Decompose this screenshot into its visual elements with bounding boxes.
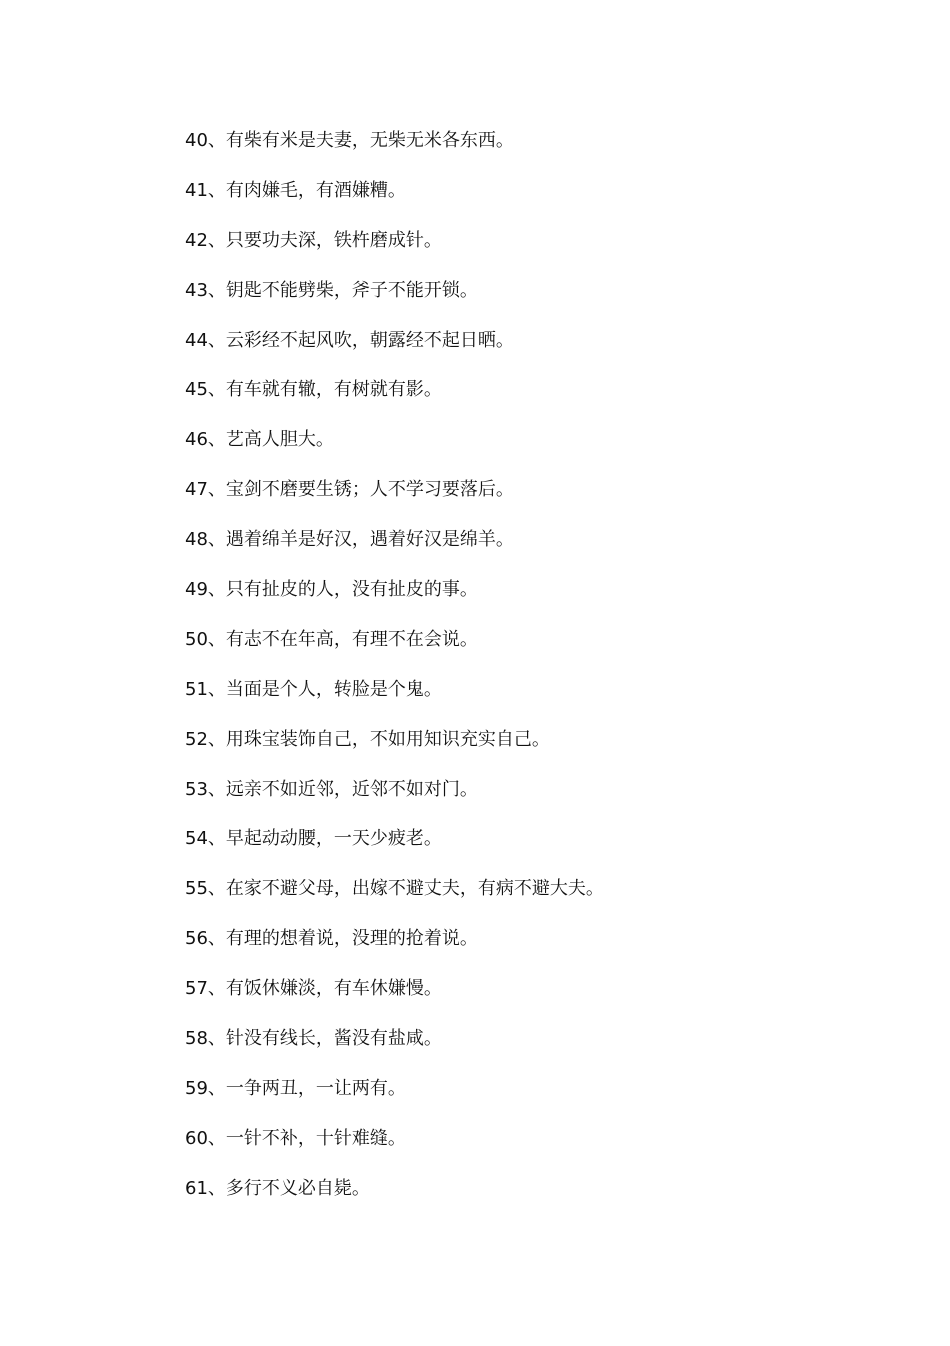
list-item: 43、钥匙不能劈柴，斧子不能开锁。 — [185, 279, 478, 301]
list-item: 40、有柴有米是夫妻，无柴无米各东西。 — [185, 130, 514, 151]
list-item: 49、只有扯皮的人，没有扯皮的事。 — [185, 579, 478, 601]
list-item: 41、有肉嫌毛，有酒嫌糟。 — [185, 179, 406, 201]
list-item: 47、宝剑不磨要生锈；人不学习要落后。 — [185, 479, 514, 501]
list-item: 60、一针不补，十针难缝。 — [185, 1127, 406, 1149]
list-item: 42、只要功夫深，铁杵磨成针。 — [185, 229, 442, 251]
list-item: 48、遇着绵羊是好汉，遇着好汉是绵羊。 — [185, 529, 514, 551]
list-item: 55、在家不避父母，出嫁不避丈夫，有病不避大夫。 — [185, 878, 604, 900]
list-item: 45、有车就有辙，有树就有影。 — [185, 379, 442, 401]
list-item: 51、当面是个人，转脸是个鬼。 — [185, 678, 442, 700]
list-item: 61、多行不义必自毙。 — [185, 1177, 370, 1199]
list-item: 53、远亲不如近邻，近邻不如对门。 — [185, 778, 478, 800]
list-item: 57、有饭休嫌淡，有车休嫌慢。 — [185, 978, 442, 1000]
list-item: 52、用珠宝装饰自己，不如用知识充实自己。 — [185, 728, 550, 750]
list-item: 50、有志不在年高，有理不在会说。 — [185, 628, 478, 650]
list-item: 59、一争两丑，一让两有。 — [185, 1077, 406, 1099]
proverb-list — [185, 128, 604, 1226]
list-item: 54、早起动动腰，一天少疲老。 — [185, 828, 442, 850]
list-item: 44、云彩经不起风吹，朝露经不起日晒。 — [185, 329, 514, 351]
list-item: 58、针没有线长，酱没有盐咸。 — [185, 1028, 442, 1050]
list-item: 46、艺高人胆大。 — [185, 429, 334, 451]
list-item: 56、有理的想着说，没理的抢着说。 — [185, 928, 478, 950]
